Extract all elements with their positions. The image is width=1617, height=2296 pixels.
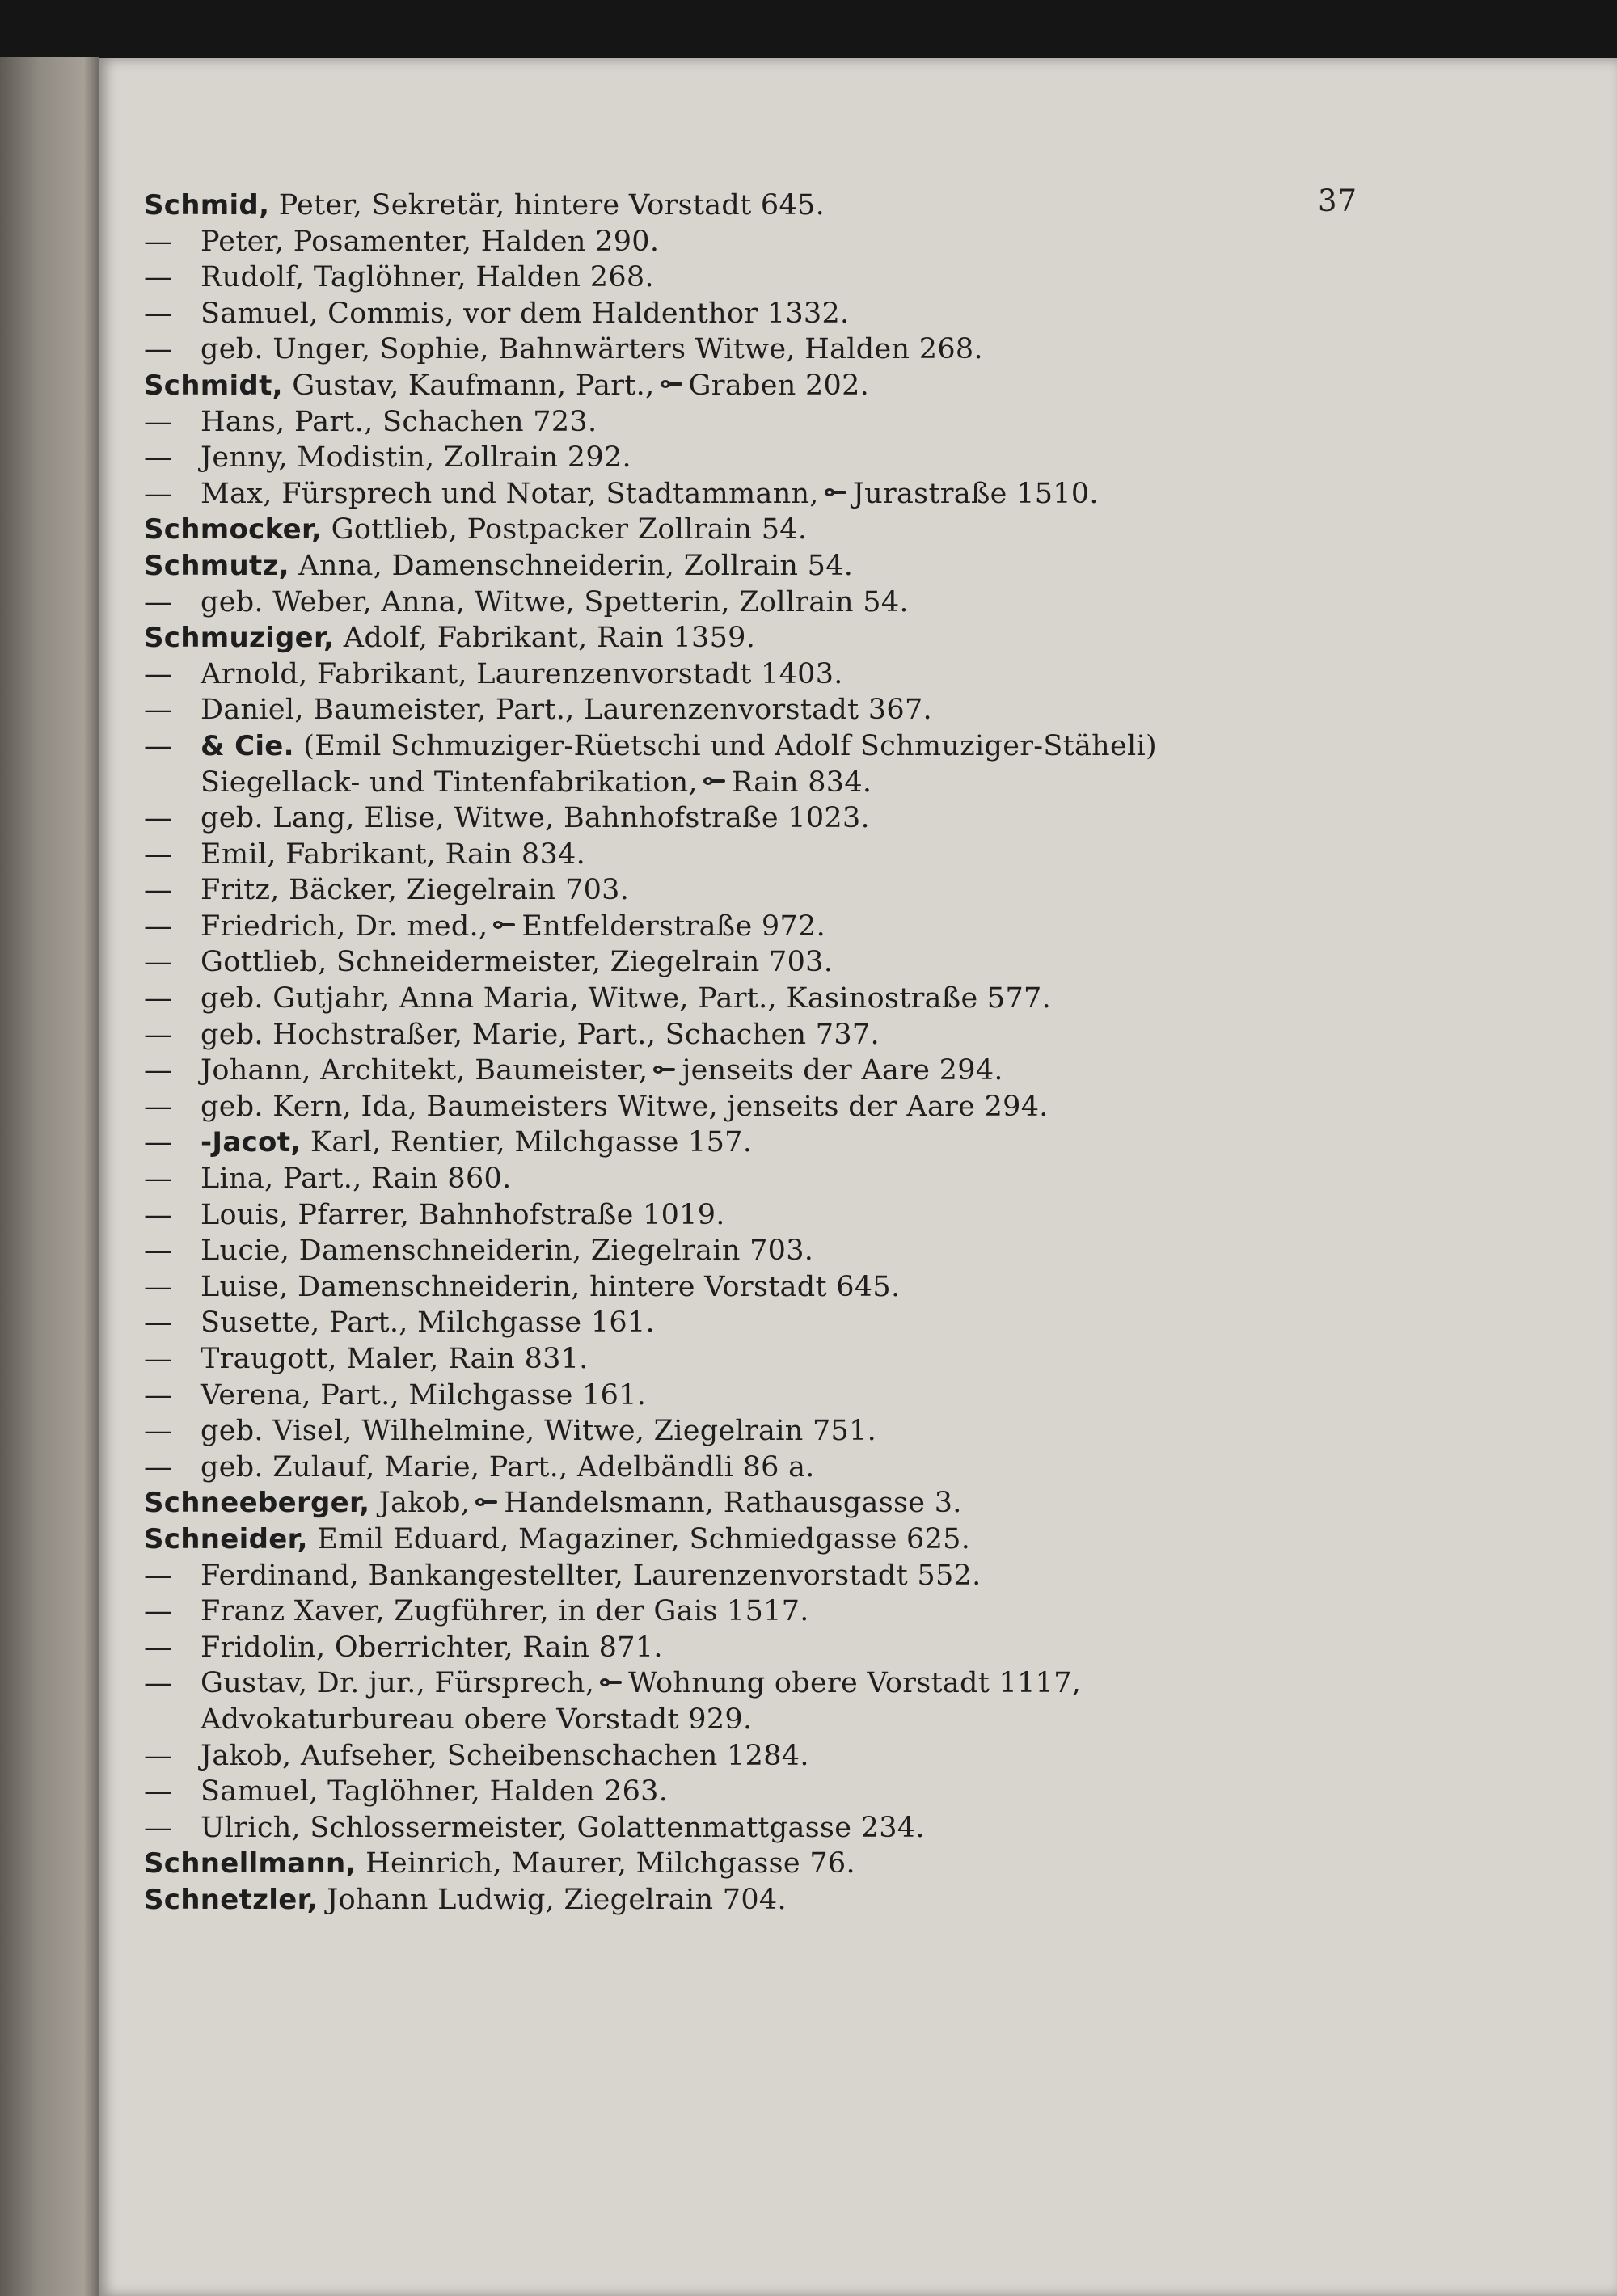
ditto-dash: —	[144, 1198, 173, 1231]
entry-sub	[144, 1089, 1292, 1125]
entry-sub	[144, 656, 1292, 693]
telephone-icon	[492, 919, 517, 931]
surname: Schmocker,	[144, 513, 323, 547]
surname: Schneeberger,	[144, 1487, 370, 1520]
ditto-dash: —	[144, 1378, 173, 1412]
entry-text: Peter, Sekretär, hintere Vorstadt 645.	[269, 189, 825, 222]
entry-sub	[144, 1558, 1292, 1594]
entry-text: Max, Fürsprech und Notar, Stadtammann,	[201, 477, 819, 510]
entry-text: geb. Lang, Elise, Witwe, Bahnhofstraße 1023.	[201, 802, 870, 835]
ditto-dash: —	[144, 585, 173, 618]
entry-text: Karl, Rentier, Milchgasse 157.	[301, 1126, 753, 1159]
entry-sub	[144, 800, 1292, 837]
entry-head	[144, 1882, 1292, 1918]
directory-entries	[144, 188, 1292, 1918]
entry-text: Anna, Damenschneiderin, Zollrain 54.	[289, 549, 854, 582]
entry-sub	[144, 1053, 1292, 1089]
entry-text: geb. Weber, Anna, Witwe, Spetterin, Zollrain 54.	[201, 585, 909, 618]
entry-text: geb. Visel, Wilhelmine, Witwe, Ziegelrain 751.	[201, 1415, 877, 1448]
ditto-dash: —	[144, 1163, 173, 1196]
telephone-icon	[599, 1677, 623, 1688]
entry-sub	[144, 1593, 1292, 1630]
ditto-dash: —	[144, 802, 173, 835]
ditto-dash: —	[144, 225, 173, 258]
ditto-dash: —	[144, 1126, 173, 1159]
ditto-dash: —	[144, 297, 173, 330]
firm-suffix: & Cie.	[201, 729, 294, 762]
telephone-icon	[652, 1064, 677, 1075]
entry-sub	[144, 692, 1292, 728]
entry-text: Gottlieb, Postpacker Zollrain 54.	[322, 513, 808, 547]
entry-address: Entfelderstraße 972.	[521, 910, 826, 943]
ditto-dash: —	[144, 838, 173, 871]
entry-sub	[144, 296, 1292, 332]
entry-text: Lucie, Damenschneiderin, Ziegelrain 703.	[201, 1235, 814, 1268]
entry-text: Jenny, Modistin, Zollrain 292.	[201, 441, 631, 475]
ditto-dash: —	[144, 477, 173, 510]
entry-sub	[144, 1269, 1292, 1306]
ditto-dash: —	[144, 1306, 173, 1340]
entry-sub	[144, 1125, 1292, 1161]
entry-sub	[144, 1413, 1292, 1450]
entry-sub	[144, 1233, 1292, 1269]
entry-sub	[144, 837, 1292, 873]
ditto-dash: —	[144, 1054, 173, 1087]
entry-sub	[144, 476, 1292, 513]
surname: Schmid,	[144, 189, 270, 222]
entry-text: geb. Hochstraßer, Marie, Part., Schachen 737.	[201, 1018, 880, 1051]
ditto-dash: —	[144, 1090, 173, 1123]
ditto-dash: —	[144, 1667, 173, 1700]
entry-text: Franz Xaver, Zugführer, in der Gais 1517.	[201, 1595, 809, 1628]
entry-text: (Emil Schmuziger-Rüetschi und Adolf Schmuziger-Stäheli)	[293, 729, 1157, 762]
firm-suffix: -Jacot,	[201, 1126, 302, 1159]
ditto-dash: —	[144, 1450, 173, 1484]
ditto-dash: —	[144, 729, 173, 762]
entry-sub	[144, 728, 1292, 765]
entry-text: Rudolf, Taglöhner, Halden 268.	[201, 261, 654, 294]
entry-head	[144, 1846, 1292, 1882]
entry-sub	[144, 331, 1292, 368]
entry-text: Susette, Part., Milchgasse 161.	[201, 1306, 655, 1340]
entry-address: Handelsmann, Rathausgasse 3.	[504, 1487, 962, 1520]
entry-text: Fritz, Bäcker, Ziegelrain 703.	[201, 874, 630, 907]
ditto-dash: —	[144, 910, 173, 943]
entry-head	[144, 620, 1292, 656]
entry-text: Gustav, Dr. jur., Fürsprech,	[201, 1667, 595, 1700]
ditto-dash: —	[144, 1235, 173, 1268]
entry-text: Friedrich, Dr. med.,	[201, 910, 488, 943]
entry-head	[144, 1522, 1292, 1558]
entry-text: Arnold, Fabrikant, Laurenzenvorstadt 1403.	[201, 657, 843, 690]
entry-address: Graben 202.	[688, 369, 870, 402]
entry-sub	[144, 1450, 1292, 1486]
entry-text: Emil, Fabrikant, Rain 834.	[201, 838, 586, 871]
ditto-dash: —	[144, 1775, 173, 1809]
ditto-dash: —	[144, 261, 173, 294]
entry-continuation	[144, 1702, 1292, 1738]
entry-address: Rain 834.	[731, 766, 872, 799]
entry-text: Lina, Part., Rain 860.	[201, 1163, 512, 1196]
entry-text: Johann Ludwig, Ziegelrain 704.	[317, 1883, 787, 1916]
surname: Schmuziger,	[144, 622, 335, 655]
telephone-icon	[660, 378, 684, 390]
entry-text: geb. Kern, Ida, Baumeisters Witwe, jenseits der Aare 294.	[201, 1090, 1049, 1123]
entry-sub	[144, 440, 1292, 476]
entry-continuation	[144, 765, 1292, 801]
entry-sub	[144, 1665, 1292, 1702]
surname: Schneider,	[144, 1522, 308, 1555]
entry-sub	[144, 1017, 1292, 1053]
page-number: 37	[1318, 184, 1358, 218]
entry-text: Daniel, Baumeister, Part., Laurenzenvorstadt 367.	[201, 694, 932, 727]
surname: Schnetzler,	[144, 1883, 318, 1916]
entry-head	[144, 512, 1292, 548]
entry-address: jenseits der Aare 294.	[682, 1054, 1003, 1087]
entry-sub	[144, 404, 1292, 441]
ditto-dash: —	[144, 694, 173, 727]
entry-text: Traugott, Maler, Rain 831.	[201, 1343, 589, 1375]
entry-text: Advokaturbureau obere Vorstadt 929.	[201, 1703, 753, 1736]
entry-text: geb. Zulauf, Marie, Part., Adelbändli 86 a.	[201, 1450, 815, 1484]
entry-text: Johann, Architekt, Baumeister,	[201, 1054, 648, 1087]
entry-text: Peter, Posamenter, Halden 290.	[201, 225, 660, 258]
entry-text: Ferdinand, Bankangestellter, Laurenzenvorstadt 552.	[201, 1559, 982, 1592]
ditto-dash: —	[144, 1343, 173, 1375]
entry-sub	[144, 909, 1292, 945]
entry-text: Gustav, Kaufmann, Part.,	[282, 369, 655, 402]
entry-text: Jakob, Aufseher, Scheibenschachen 1284.	[201, 1739, 809, 1772]
entry-text: Hans, Part., Schachen 723.	[201, 405, 597, 438]
entry-text: Louis, Pfarrer, Bahnhofstraße 1019.	[201, 1198, 725, 1231]
entry-sub	[144, 1197, 1292, 1234]
ditto-dash: —	[144, 1739, 173, 1772]
surname: Schmutz,	[144, 549, 289, 582]
entry-text: Heinrich, Maurer, Milchgasse 76.	[356, 1847, 855, 1880]
ditto-dash: —	[144, 1631, 173, 1664]
entry-text: Samuel, Commis, vor dem Haldenthor 1332.	[201, 297, 850, 330]
entry-sub	[144, 1305, 1292, 1341]
entry-text: Ulrich, Schlossermeister, Golattenmattgasse 234.	[201, 1811, 925, 1844]
entry-head	[144, 548, 1292, 585]
entry-sub	[144, 981, 1292, 1017]
entry-address: Wohnung obere Vorstadt 1117,	[628, 1667, 1082, 1700]
entry-text: Fridolin, Oberrichter, Rain 871.	[201, 1631, 663, 1664]
ditto-dash: —	[144, 1811, 173, 1844]
entry-sub	[144, 585, 1292, 621]
previous-page-edge	[0, 57, 99, 2296]
telephone-icon	[824, 487, 848, 498]
entry-sub	[144, 1378, 1292, 1414]
entry-text: Luise, Damenschneiderin, hintere Vorstadt 645.	[201, 1270, 901, 1303]
entry-sub	[144, 872, 1292, 909]
ditto-dash: —	[144, 1018, 173, 1051]
ditto-dash: —	[144, 1559, 173, 1592]
ditto-dash: —	[144, 982, 173, 1015]
entry-sub	[144, 944, 1292, 981]
entry-sub	[144, 1738, 1292, 1775]
ditto-dash: —	[144, 1415, 173, 1448]
entry-head	[144, 1485, 1292, 1522]
entry-text: geb. Unger, Sophie, Bahnwärters Witwe, Halden 268.	[201, 333, 983, 366]
entry-text: Adolf, Fabrikant, Rain 1359.	[334, 622, 756, 655]
entry-sub	[144, 1161, 1292, 1197]
surname: Schmidt,	[144, 369, 283, 402]
entry-sub	[144, 224, 1292, 260]
entry-text: Emil Eduard, Magaziner, Schmiedgasse 625.	[307, 1522, 971, 1555]
ditto-dash: —	[144, 657, 173, 690]
entry-text: Jakob,	[369, 1487, 471, 1520]
entry-text: Siegellack- und Tintenfabrikation,	[201, 766, 698, 799]
entry-sub	[144, 1810, 1292, 1847]
entry-sub	[144, 1774, 1292, 1810]
ditto-dash: —	[144, 1595, 173, 1628]
entry-head	[144, 188, 1292, 224]
entry-sub	[144, 260, 1292, 296]
telephone-icon	[475, 1496, 499, 1508]
entry-text: Verena, Part., Milchgasse 161.	[201, 1378, 647, 1412]
entry-sub	[144, 1630, 1292, 1666]
entry-text: Samuel, Taglöhner, Halden 263.	[201, 1775, 669, 1809]
entry-address: Jurastraße 1510.	[852, 477, 1099, 510]
entry-sub	[144, 1341, 1292, 1378]
ditto-dash: —	[144, 946, 173, 979]
ditto-dash: —	[144, 441, 173, 475]
telephone-icon	[703, 775, 727, 787]
entry-head	[144, 368, 1292, 404]
entry-text: Gottlieb, Schneidermeister, Ziegelrain 703.	[201, 946, 834, 979]
ditto-dash: —	[144, 405, 173, 438]
ditto-dash: —	[144, 1270, 173, 1303]
ditto-dash: —	[144, 333, 173, 366]
ditto-dash: —	[144, 874, 173, 907]
surname: Schnellmann,	[144, 1847, 357, 1880]
entry-text: geb. Gutjahr, Anna Maria, Witwe, Part., Kasinostraße 577.	[201, 982, 1052, 1015]
